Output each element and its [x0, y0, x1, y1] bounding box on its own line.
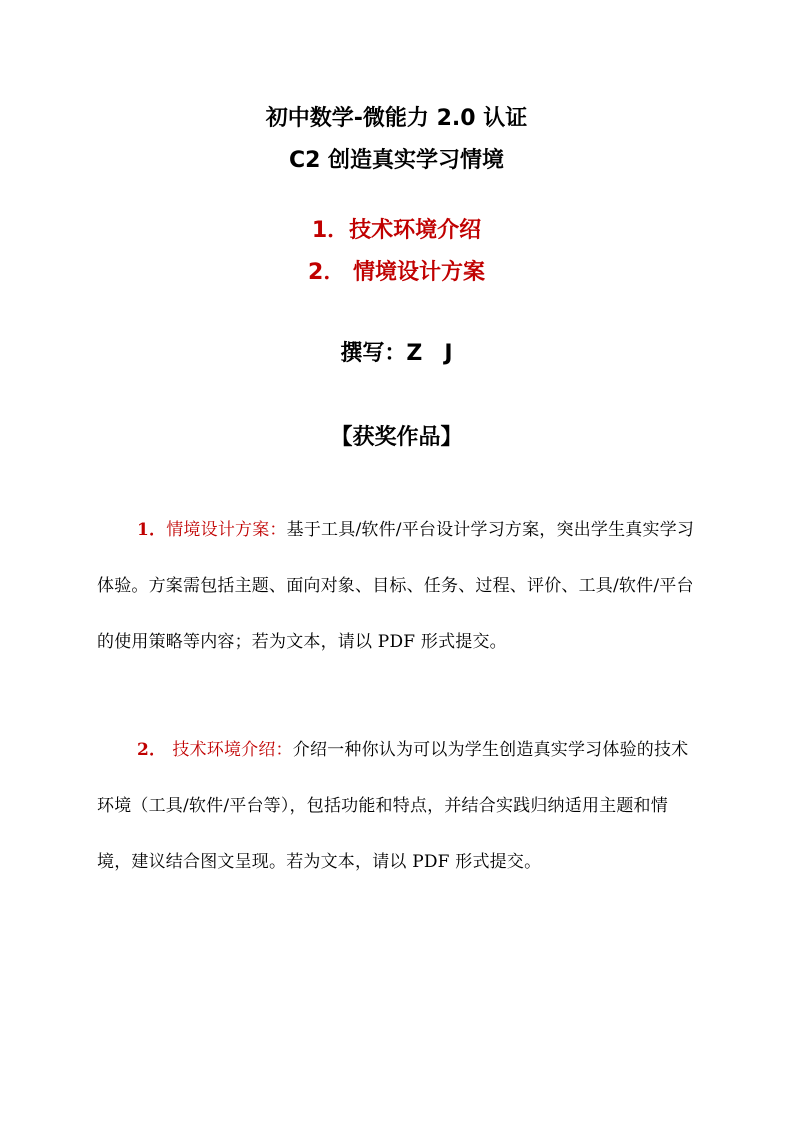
section-scenario-design — [97, 502, 697, 670]
document-title: 初中数学-微能力 2.0 认证 — [265, 106, 528, 131]
section-technical-environment — [97, 722, 697, 890]
section-heading: 情境设计方案： — [166, 520, 287, 540]
toc-item-technical-environment: 1．技术环境介绍 — [311, 218, 482, 243]
toc-item-scenario-design: 2． 情境设计方案 — [308, 260, 485, 285]
author-line: 撰写：Z J — [340, 341, 453, 366]
section-body: 介绍一种你认为可以为学生创造真实学习体验的技术环境（工具/软件/平台等），包括功能和特点，并结合实践归纳适用主题和情境，建议结合图文呈现。若为文本，请以 PDF 形式提交。 — [97, 740, 689, 872]
award-label: 【获奖作品】 — [330, 425, 463, 450]
section-number: 2． — [137, 740, 173, 760]
section-body: 基于工具/软件/平台设计学习方案，突出学生真实学习体验。方案需包括主题、面向对象、目标、任务、过程、评价、工具/软件/平台的使用策略等内容；若为文本，请以 PDF 形式提交。 — [97, 520, 695, 652]
section-number: 1． — [137, 520, 167, 540]
section-heading: 技术环境介绍： — [172, 740, 293, 760]
document-subtitle: C2 创造真实学习情境 — [288, 148, 505, 173]
